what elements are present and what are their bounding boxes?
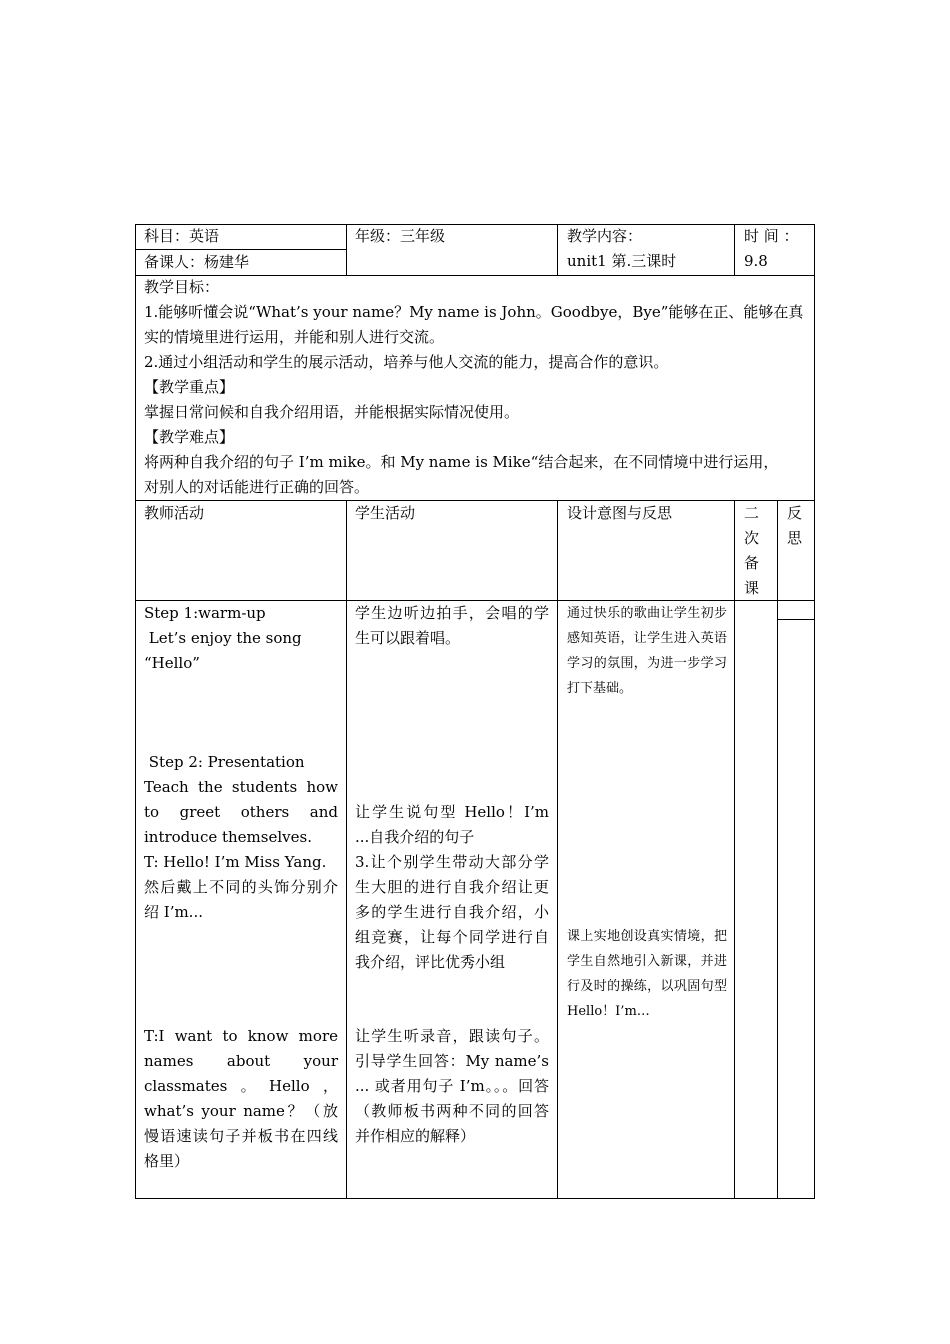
student-song-text: 学生边听边拍手，会唱的学生可以跟着唱。 bbox=[355, 604, 549, 647]
second-prep-char-3: 备 bbox=[744, 554, 760, 572]
difficulty-title: 【教学难点】 bbox=[144, 428, 235, 446]
design-intent-2: 课上实地创设真实情境，把学生自然地引入新课，并进行及时的操练，以巩固句型 Hello！I’m… bbox=[567, 929, 727, 1019]
key-points-title: 【教学重点】 bbox=[144, 378, 235, 396]
grade-label: 年级：三年级 bbox=[355, 227, 446, 245]
table-border-right bbox=[814, 224, 815, 1199]
design-heading: 设计意图与反思 bbox=[567, 504, 673, 522]
col-divider-second bbox=[734, 500, 735, 1199]
table-border-left bbox=[135, 224, 136, 1199]
song-line-1: Let’s enjoy the song bbox=[144, 629, 302, 647]
col-divider-design bbox=[557, 500, 558, 1199]
objective-line-2: 实的情境里进行运用，并能和别人进行交流。 bbox=[144, 328, 445, 346]
row-divider-header bbox=[135, 275, 815, 276]
classmates-names-text: T:I want to know more names about your classmates。Hello，what’s your name？（放慢语速读句子并板书在四线格里） bbox=[144, 1027, 338, 1170]
student-activity-heading: 学生活动 bbox=[355, 504, 416, 522]
teach-greeting-text: Teach the students how to greet others and introduce themselves. bbox=[144, 778, 338, 846]
second-prep-char-1: 二 bbox=[744, 504, 760, 522]
difficulty-line-1: 将两种自我介绍的句子 I’m mike。和 My name is Mike“结合起来，在不同情境中进行运用， bbox=[144, 453, 779, 471]
headwear-intro-text: 然后戴上不同的头饰分别介绍 I’m... bbox=[144, 878, 338, 921]
student-sentence-pattern: 让学生说句型 Hello！I’m ...自我介绍的句子 bbox=[355, 803, 549, 846]
time-label: 时 间 ： bbox=[744, 227, 799, 245]
col-divider-time bbox=[734, 224, 735, 276]
col-divider-reflect bbox=[777, 500, 778, 1199]
student-self-intro: 3.让个别学生带动大部分学生大胆的进行自我介绍让更多的学生进行自我介绍，小组竞赛，让每个同学进行自我介绍，评比优秀小组 bbox=[355, 853, 549, 971]
col-divider-content bbox=[557, 224, 558, 276]
content-value: unit1 第.三课时 bbox=[567, 252, 677, 270]
col-divider-grade bbox=[346, 224, 347, 276]
song-line-2: “Hello” bbox=[144, 654, 200, 672]
objective-line-1: 1.能够听懂会说“What’s your name？My name is John。Goodbye，Bye”能够在正、能够在真 bbox=[144, 303, 804, 321]
key-points-text: 掌握日常问候和自我介绍用语，并能根据实际情况使用。 bbox=[144, 403, 520, 421]
teacher-activity-heading: 教师活动 bbox=[144, 504, 205, 522]
student-recording-text: 让学生听录音，跟读句子。引导学生回答：My name’s ... 或者用句子 I’m。。。回答（教师板书两种不同的回答并作相应的解释） bbox=[355, 1027, 549, 1145]
preparer-label: 备课人：杨建华 bbox=[144, 253, 250, 271]
reflect-char-1: 反 bbox=[787, 504, 803, 522]
objective-line-3: 2.通过小组活动和学生的展示活动，培养与他人交流的能力，提高合作的意识。 bbox=[144, 353, 669, 371]
lesson-plan-table bbox=[135, 224, 815, 1199]
reflect-subrow-divider bbox=[777, 619, 815, 620]
teacher-hello-line: T: Hello! I’m Miss Yang. bbox=[144, 853, 327, 871]
table-border-top bbox=[135, 224, 815, 225]
step1-title: Step 1:warm-up bbox=[144, 604, 266, 622]
content-label: 教学内容： bbox=[567, 227, 643, 245]
col-divider-student bbox=[346, 500, 347, 1199]
reflect-char-2: 思 bbox=[787, 529, 803, 547]
design-intent-1: 通过快乐的歌曲让学生初步感知英语，让学生进入英语学习的氛围，为进一步学习打下基础。 bbox=[567, 606, 727, 696]
subject-label: 科目：英语 bbox=[144, 227, 220, 245]
difficulty-line-2: 对别人的对话能进行正确的回答。 bbox=[144, 478, 370, 496]
second-prep-char-2: 次 bbox=[744, 529, 760, 547]
table-border-bottom bbox=[135, 1198, 815, 1199]
step2-title: Step 2: Presentation bbox=[144, 753, 305, 771]
objectives-title: 教学目标： bbox=[144, 278, 220, 296]
second-prep-char-4: 课 bbox=[744, 579, 760, 597]
time-value: 9.8 bbox=[744, 252, 768, 270]
row-divider-objectives bbox=[135, 500, 815, 501]
